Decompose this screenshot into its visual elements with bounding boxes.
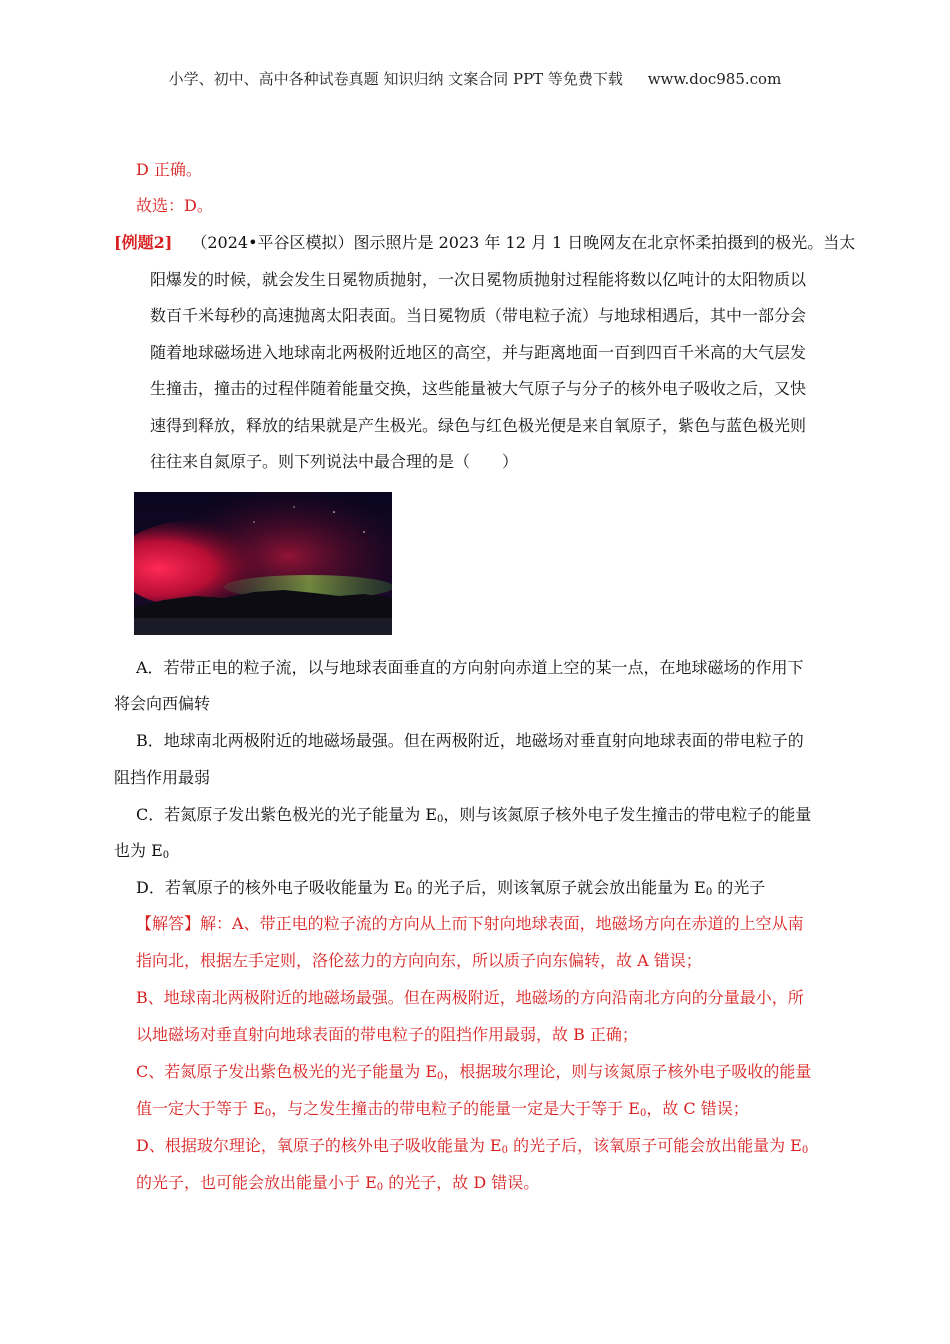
option-c-text-c: 也为 E — [114, 841, 163, 860]
option-b-line1: B．地球南北两极附近的地磁场最强。但在两极附近，地磁场对垂直射向地球表面的带电粒子的 — [136, 731, 804, 750]
example-header — [114, 230, 855, 253]
option-a-line2: 将会向西偏转 — [114, 694, 211, 713]
solution-text-5a: C、若氮原子发出紫色极光的光子能量为 E — [136, 1062, 438, 1081]
option-c-text-b: ，则与该氮原子核外电子发生撞击的带电粒子的能量 — [443, 805, 812, 824]
subscript: 0 — [501, 1145, 508, 1156]
subscript: 0 — [162, 850, 170, 861]
example-line-4: 随着地球磁场进入地球南北两极附近地区的高空，并与距离地面一百到四百千米高的大气层发 — [150, 343, 807, 362]
example-tag: [例题2] — [114, 233, 173, 252]
page-header — [0, 68, 950, 89]
solution-line4: 以地磁场对垂直射向地球表面的带电粒子的阻挡作用最弱，故 B 正确； — [136, 1025, 638, 1044]
solution-line5 — [136, 1059, 811, 1082]
solution-line6 — [136, 1096, 749, 1119]
subscript: 0 — [264, 1108, 272, 1119]
header-text: 小学、初中、高中各种试卷真题 知识归纳 文案合同 PPT 等免费下载 — [168, 70, 623, 88]
solution-text-7a: D、根据玻尔理论，氧原子的核外电子吸收能量为 E — [136, 1136, 502, 1155]
example-line-1: （2024•平谷区模拟）图示照片是 2023 年 12 月 1 日晚网友在北京怀柔拍摄到的极光。当太 — [191, 233, 856, 252]
subscript: 0 — [437, 1071, 444, 1082]
option-a-line1: A．若带正电的粒子流，以与地球表面垂直的方向射向赤道上空的某一点，在地球磁场的作用下 — [136, 658, 804, 677]
option-d-text-a: D．若氧原子的核外电子吸收能量为 E — [136, 878, 406, 897]
solution-text-8a: 的光子，也可能会放出能量小于 E — [136, 1173, 377, 1192]
option-c-line1 — [136, 802, 811, 825]
solution-tag: 【解答】 — [136, 914, 201, 933]
solution-text-7b: 的光子后，该氧原子可能会放出能量为 E — [507, 1136, 802, 1155]
solution-text-5b: ，根据玻尔理论，则与该氮原子核外电子吸收的能量 — [443, 1062, 812, 1081]
solution-text-6a: 值一定大于等于 E — [136, 1099, 265, 1118]
example-line-5: 生撞击，撞击的过程伴随着能量交换，这些能量被大气原子与分子的核外电子吸收之后，又快 — [150, 379, 807, 398]
option-d-line1 — [136, 875, 765, 898]
solution-line1 — [136, 911, 804, 934]
example-line-6: 速得到释放，释放的结果就是产生极光。绿色与红色极光便是来自氧原子，紫色与蓝色极光则 — [150, 416, 807, 435]
aurora-photo — [134, 492, 392, 635]
example-line-7: 往往来自氮原子。则下列说法中最合理的是（ ） — [150, 452, 519, 471]
solution-line2: 指向北，根据左手定则，洛伦兹力的方向向东，所以质子向东偏转，故 A 错误； — [136, 951, 702, 970]
subscript: 0 — [705, 887, 713, 898]
example-line-3: 数百千米每秒的高速抛离太阳表面。当日冕物质（带电粒子流）与地球相遇后，其中一部分会 — [150, 306, 807, 325]
solution-line3: B、地球南北两极附近的地磁场最强。但在两极附近，地磁场的方向沿南北方向的分量最小，所 — [136, 988, 804, 1007]
solution-text-6b: ，与之发生撞击的带电粒子的能量一定是大于等于 E — [271, 1099, 640, 1118]
subscript: 0 — [801, 1145, 809, 1156]
option-c-line2 — [114, 838, 169, 861]
example-line-2: 阳爆发的时候，就会发生日冕物质抛射，一次日冕物质抛射过程能将数以亿吨计的太阳物质以 — [150, 270, 807, 289]
solution-text-6c: ，故 C 错误； — [646, 1099, 749, 1118]
solution-line7 — [136, 1133, 808, 1156]
option-d-text-c: 的光子 — [712, 878, 766, 897]
option-b-line2: 阻挡作用最弱 — [114, 768, 211, 787]
subscript: 0 — [639, 1108, 647, 1119]
subscript: 0 — [437, 814, 444, 825]
option-d-text-b: 的光子后，则该氧原子就会放出能量为 E — [411, 878, 706, 897]
solution-text-1: 解：A、带正电的粒子流的方向从上而下射向地球表面，地磁场方向在赤道的上空从南 — [200, 914, 804, 933]
subscript: 0 — [376, 1182, 384, 1193]
solution-text-8b: 的光子，故 D 错误。 — [383, 1173, 540, 1192]
prev-answer-line1: D 正确。 — [136, 160, 202, 179]
option-c-text-a: C．若氮原子发出紫色极光的光子能量为 E — [136, 805, 438, 824]
prev-answer-line2: 故选：D。 — [136, 196, 213, 215]
subscript: 0 — [405, 887, 412, 898]
solution-line8 — [136, 1170, 539, 1193]
header-url[interactable]: www.doc985.com — [647, 70, 782, 88]
